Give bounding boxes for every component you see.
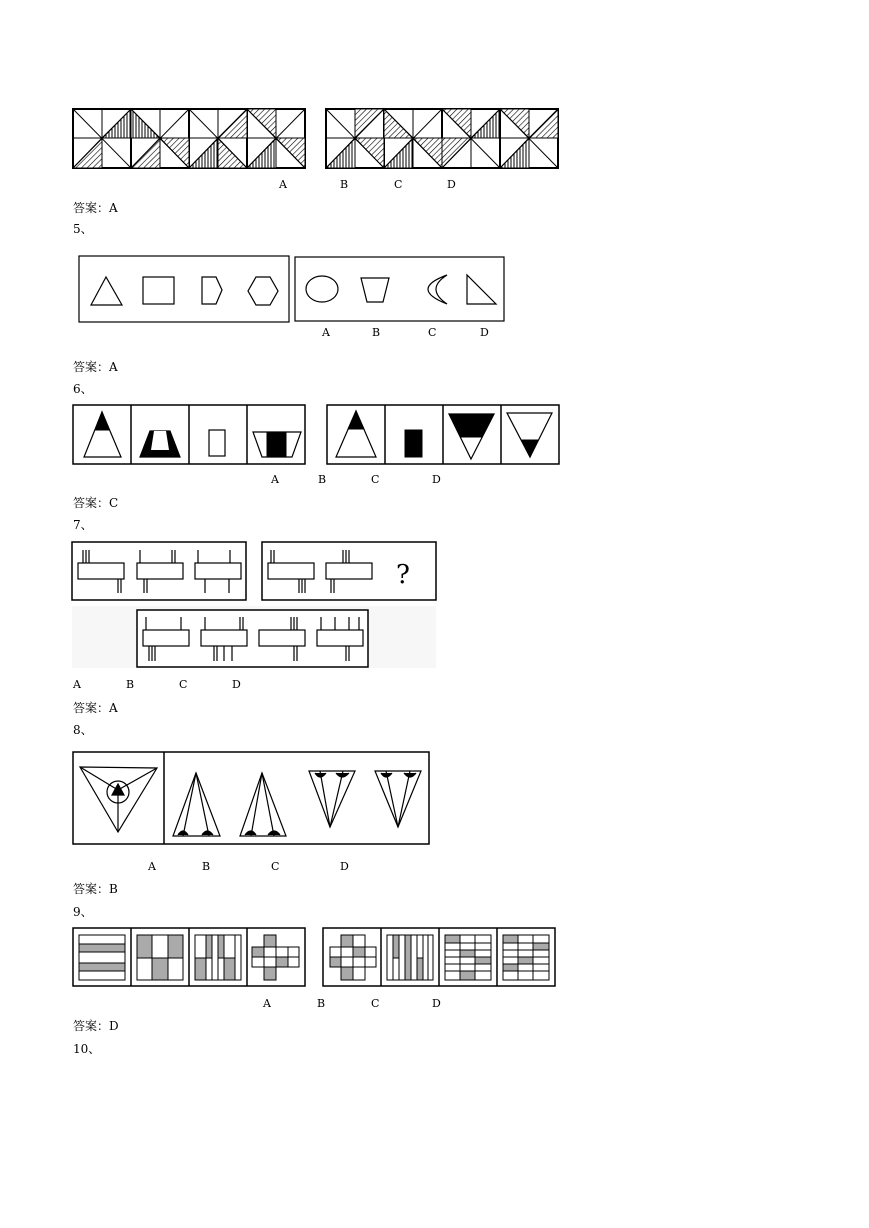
- q9-option-panels: [323, 928, 555, 986]
- q5-option-label-a: A: [322, 326, 330, 339]
- q9-number: 9、: [73, 905, 93, 919]
- q4-sequence-panels: [73, 109, 305, 168]
- q9-option-label-c: C: [371, 997, 380, 1010]
- q7-number: 7、: [73, 518, 93, 532]
- q6-option-label-a: A: [271, 473, 279, 486]
- q9-option-label-a: A: [263, 997, 271, 1010]
- q7-option-panel: [137, 610, 368, 667]
- q7-option-label-c: C: [179, 678, 188, 691]
- q4-option-label-b: B: [340, 178, 349, 191]
- q8-panels: [73, 752, 429, 844]
- q6-option-panels: [327, 405, 559, 464]
- q5-option-panel: [295, 257, 504, 321]
- q5-option-label-d: D: [480, 326, 489, 339]
- q10-number: 10、: [73, 1042, 101, 1056]
- q5-option-label-c: C: [428, 326, 437, 339]
- q5-sequence-panel: [79, 256, 289, 322]
- q4-option-panels: [326, 109, 558, 168]
- q7-option-label-a: A: [73, 678, 81, 691]
- q5-option-label-b: B: [372, 326, 381, 339]
- q9-option-label-b: B: [317, 997, 326, 1010]
- q5-number: 5、: [73, 222, 93, 236]
- q9-sequence-panels: [73, 928, 305, 986]
- q8-option-label-b: B: [202, 860, 211, 873]
- q7-option-label-d: D: [232, 678, 241, 691]
- q6-option-label-c: C: [371, 473, 380, 486]
- q4-option-label-d: D: [447, 178, 456, 191]
- q5-answer: 答案：A: [73, 360, 118, 374]
- q8-answer: 答案：B: [73, 882, 118, 896]
- q8-option-label-d: D: [340, 860, 349, 873]
- q6-option-label-d: D: [432, 473, 441, 486]
- q6-answer: 答案：C: [73, 496, 119, 510]
- q8-option-label-c: C: [271, 860, 280, 873]
- q4-option-label-c: C: [394, 178, 403, 191]
- q7-missing-mark: ?: [396, 560, 410, 590]
- q9-answer: 答案：D: [73, 1019, 119, 1033]
- q9-option-label-d: D: [432, 997, 441, 1010]
- q6-sequence-panels: [73, 405, 305, 464]
- q8-number: 8、: [73, 723, 93, 737]
- q7-sequence-panel: [72, 542, 246, 600]
- q8-option-label-a: A: [148, 860, 156, 873]
- q4-answer: 答案：A: [73, 201, 118, 215]
- q4-option-label-a: A: [279, 178, 287, 191]
- q7-answer: 答案：A: [73, 701, 118, 715]
- q6-number: 6、: [73, 382, 93, 396]
- q7-option-label-b: B: [126, 678, 135, 691]
- q6-option-label-b: B: [318, 473, 327, 486]
